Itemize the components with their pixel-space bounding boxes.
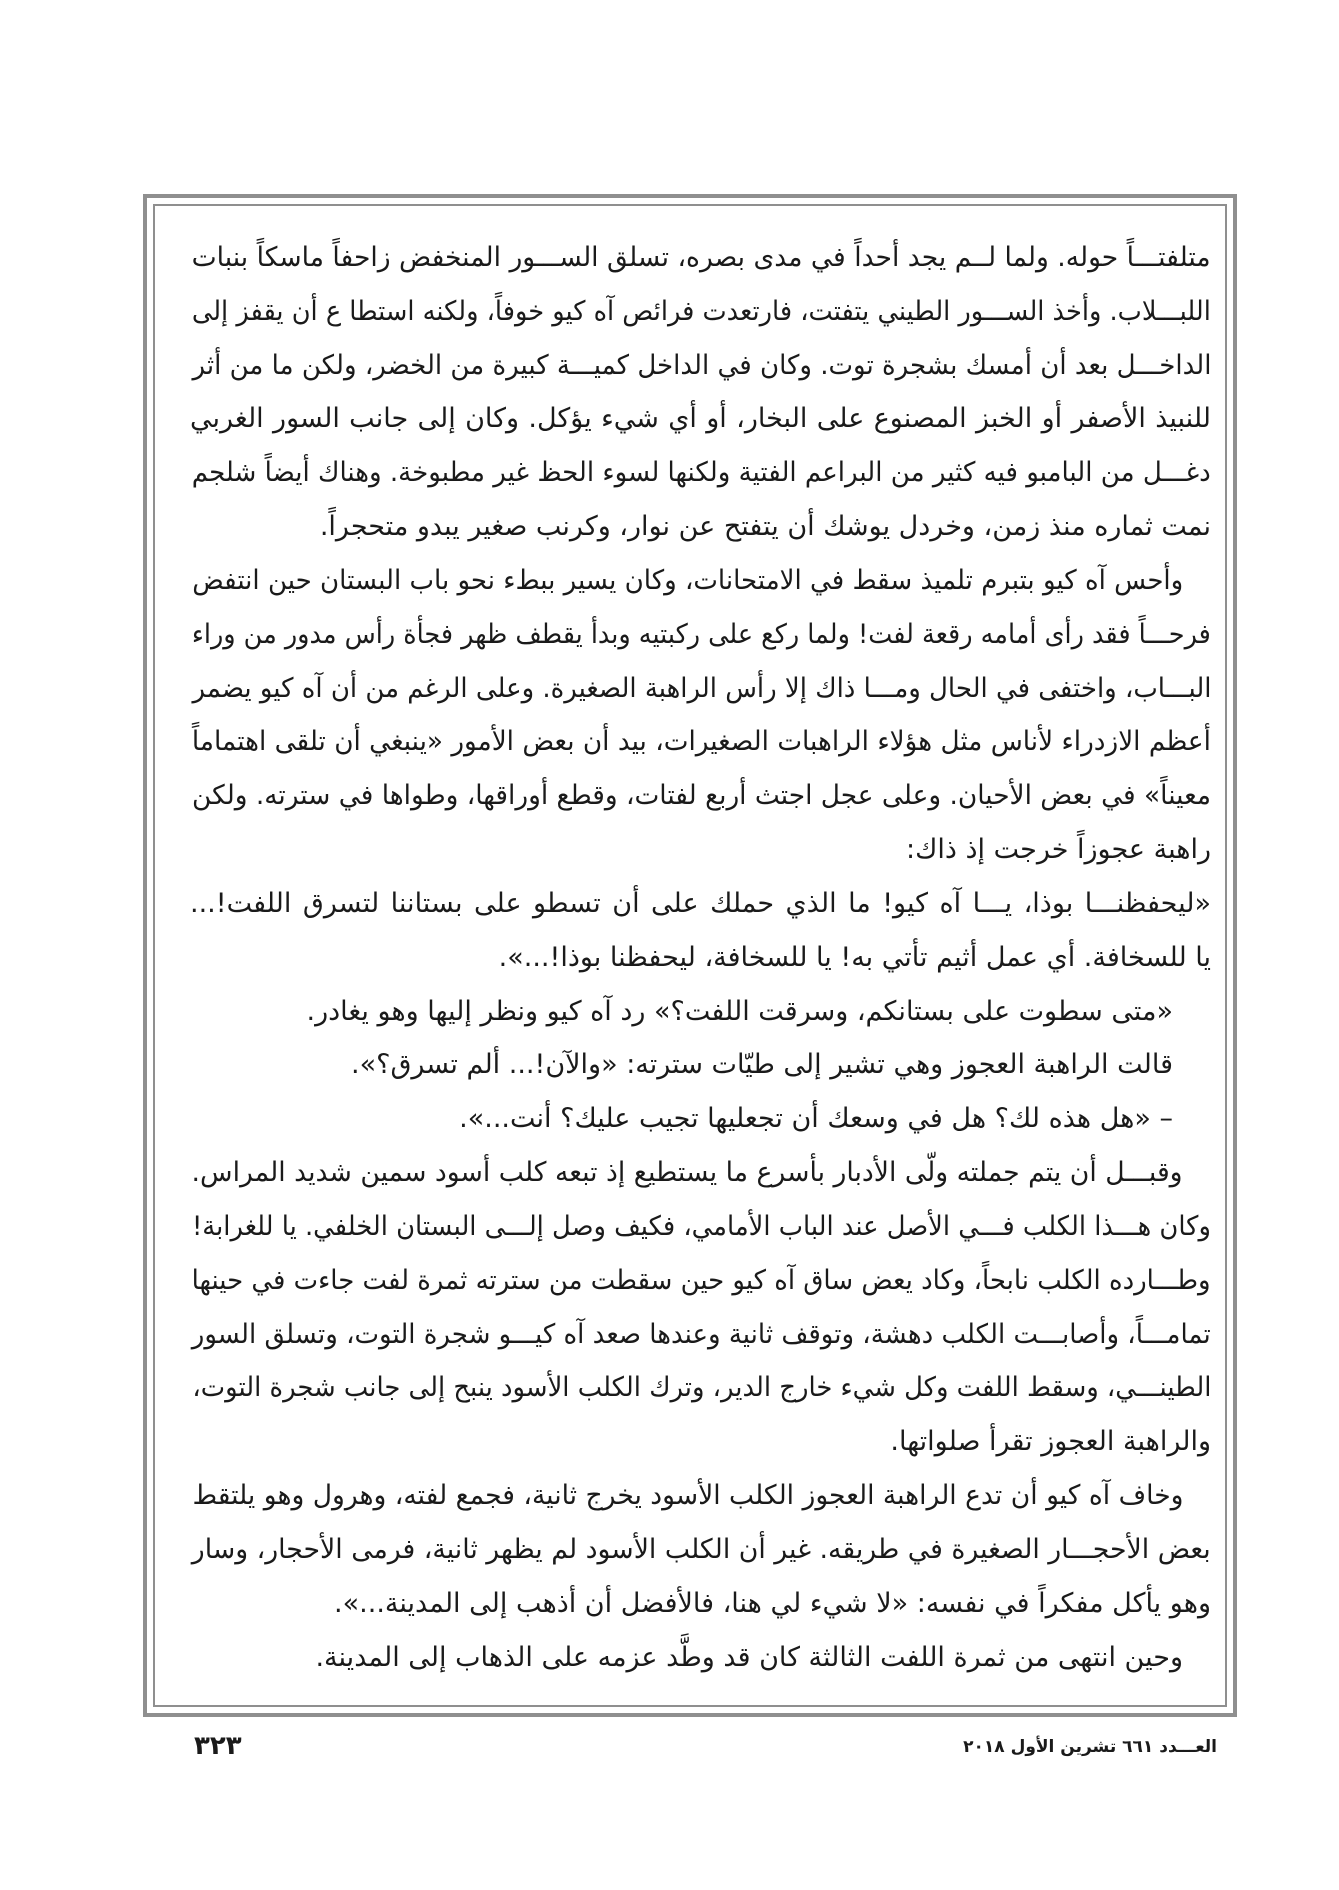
text-line: [190, 446, 1211, 500]
text-line: [190, 1038, 1211, 1092]
text-line: [190, 339, 1211, 393]
line-text: أعظم الازدراء لأناس مثل هؤلاء الراهبات الصغيرات، بيد أن بعض الأمور «ينبغي أن تلقى اهتماماً: [192, 726, 1211, 758]
paragraph: [190, 1469, 1211, 1630]
line-text: للنبيذ الأصفر أو الخبز المصنوع على البخار، أو أي شيء يؤكل. وكان إلى جانب السور الغربي: [190, 403, 1211, 435]
line-text: قالت الراهبة العجوز وهي تشير إلى طيّات سترته: «والآن!... ألم تسرق؟».: [351, 1049, 1173, 1081]
line-text: وطـــارده الكلب نابحاً، وكاد يعض ساق آه كيو حين سقطت من سترته ثمرة لفت جاءت في حينها: [192, 1264, 1211, 1296]
text-line: [190, 877, 1211, 931]
paragraph: [190, 1146, 1211, 1469]
text-line: [190, 608, 1211, 662]
line-text: فرحـــاً فقد رأى أمامه رقعة لفت! ولما ركع على ركبتيه وبدأ يقطف ظهر فجأة رأس مدور من وراء: [192, 618, 1211, 650]
line-text: الداخـــل بعد أن أمسك بشجرة توت. وكان في الداخل كميـــة كبيرة من الخضر، ولكن ما من أثر: [192, 349, 1211, 381]
footer-issue-label: العـــدد ٦٦١ تشرين الأول ٢٠١٨: [963, 1737, 1217, 1757]
line-text: «متى سطوت على بستانكم، وسرقت اللفت؟» رد آه كيو ونظر إليها وهو يغادر.: [306, 995, 1173, 1027]
paragraph: [190, 877, 1211, 985]
line-text: يا للسخافة. أي عمل أثيم تأتي به! يا للسخافة، ليحفظنا بوذا!...».: [498, 941, 1211, 973]
text-line: [190, 500, 1211, 554]
text-line: [190, 554, 1211, 608]
text-line: [190, 662, 1211, 716]
text-line: [190, 1415, 1211, 1469]
text-line: [190, 1361, 1211, 1415]
line-text: – «هل هذه لك؟ هل في وسعك أن تجعليها تجيب عليك؟ أنت...».: [459, 1103, 1173, 1135]
text-line: [190, 985, 1211, 1039]
line-text: وهو يأكل مفكراً في نفسه: «لا شيء لي هنا، فالأفضل أن أذهب إلى المدينة...».: [334, 1587, 1211, 1619]
line-text: «ليحفظنـــا بوذا، يـــا آه كيو! ما الذي حملك على أن تسطو على بستاننا لتسرق اللفت!...: [190, 887, 1211, 919]
line-text: الطينـــي، وسقط اللفت وكل شيء خارج الدير، وترك الكلب الأسود ينبح إلى جانب شجرة التوت،: [192, 1372, 1211, 1404]
line-text: راهبة عجوزاً خرجت إذ ذاك:: [906, 834, 1211, 866]
text-line: [190, 1469, 1211, 1523]
paragraph: [190, 1092, 1211, 1146]
line-text: وكان هـــذا الكلب فـــي الأصل عند الباب الأمامي، فكيف وصل إلـــى البستان الخلفي. يا للغرابة!: [192, 1210, 1211, 1242]
line-text: والراهبة العجوز تقرأ صلواتها.: [890, 1426, 1211, 1458]
text-line: [190, 1092, 1211, 1146]
paragraph: [190, 554, 1211, 877]
text-line: [190, 1254, 1211, 1308]
line-text: نمت ثماره منذ زمن، وخردل يوشك أن يتفتح عن نوار، وكرنب صغير يبدو متحجراً.: [319, 511, 1211, 543]
text-line: [190, 1631, 1211, 1685]
line-text: وقبـــل أن يتم جملته ولّى الأدبار بأسرع ما يستطيع إذ تبعه كلب أسود سمين شديد المراس.: [191, 1157, 1183, 1189]
text-line: [190, 231, 1211, 285]
text-line: [190, 823, 1211, 877]
line-text: معيناً» في بعض الأحيان. وعلى عجل اجتث أربع لفتات، وقطع أوراقها، وطواها في سترته. ولكن: [192, 780, 1211, 812]
text-line: [190, 1577, 1211, 1631]
line-text: متلفتـــاً حوله. ولما لــم يجد أحداً في مدى بصره، تسلق الســـور المنخفض زاحفاً ماسكاً بنبات: [192, 242, 1211, 273]
paragraph: [190, 985, 1211, 1039]
text-line: [190, 715, 1211, 769]
article-body: [190, 231, 1211, 1684]
line-text: وخاف آه كيو أن تدع الراهبة العجوز الكلب الأسود يخرج ثانية، فجمع لفته، وهرول وهو يلتقط: [191, 1480, 1183, 1512]
paragraph: [190, 231, 1211, 554]
paragraph: [190, 1631, 1211, 1685]
line-text: البـــاب، واختفى في الحال ومـــا ذاك إلا رأس الراهبة الصغيرة. وعلى الرغم من أن آه كيو يضمر: [192, 672, 1211, 704]
line-text: اللبـــلاب. وأخذ الســـور الطيني يتفتت، فارتعدت فرائص آه كيو خوفاً، ولكنه استطا ع أن يقفز إلى: [192, 295, 1211, 327]
line-text: بعض الأحجـــار الصغيرة في طريقه. غير أن الكلب الأسود لم يظهر ثانية، فرمى الأحجار، وسار: [192, 1533, 1211, 1565]
text-line: [190, 1523, 1211, 1577]
text-line: [190, 1308, 1211, 1362]
line-text: وأحس آه كيو بتبرم تلميذ سقط في الامتحانات، وكان يسير ببطء نحو باب البستان حين انتفض: [191, 564, 1183, 596]
text-line: [190, 769, 1211, 823]
page-number: ٣٢٣: [194, 1731, 242, 1761]
text-line: [190, 1200, 1211, 1254]
line-text: تمامـــاً، وأصابـــت الكلب دهشة، وتوقف ثانية وعندها صعد آه كيـــو شجرة التوت، وتسلق السور: [192, 1318, 1211, 1350]
line-text: دغـــل من البامبو فيه كثير من البراعم الفتية ولكنها لسوء الحظ غير مطبوخة. وهناك أيضاً شلجم: [192, 457, 1211, 489]
text-line: [190, 285, 1211, 339]
paragraph: [190, 1038, 1211, 1092]
text-line: [190, 1146, 1211, 1200]
line-text: وحين انتهى من ثمرة اللفت الثالثة كان قد وطَّد عزمه على الذهاب إلى المدينة.: [315, 1641, 1183, 1673]
text-line: [190, 931, 1211, 985]
text-line: [190, 392, 1211, 446]
